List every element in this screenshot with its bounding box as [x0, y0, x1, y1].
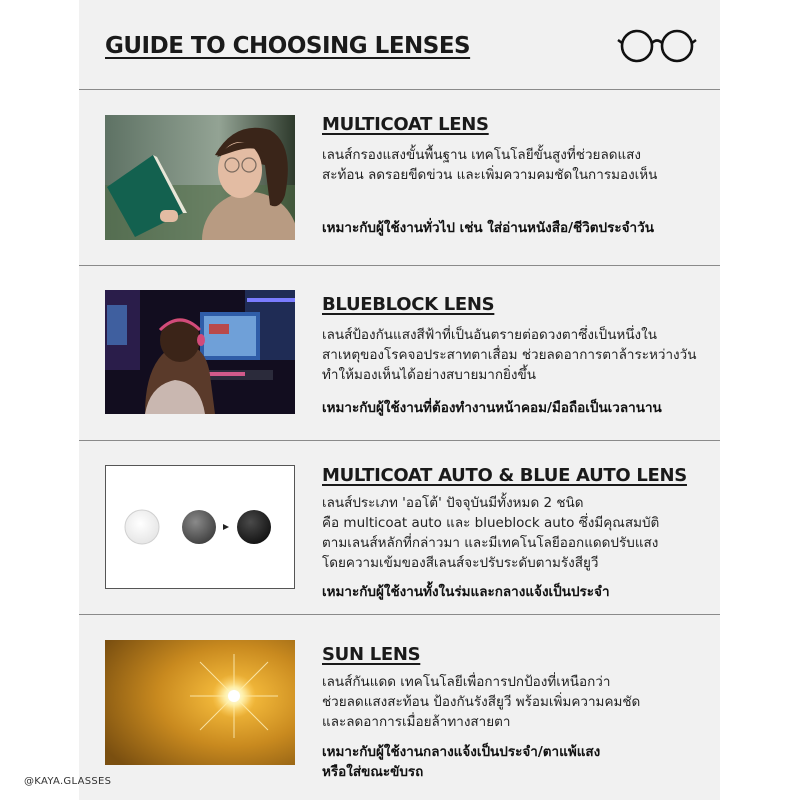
section-description — [322, 325, 707, 385]
description-line: โดยความเข้มของสีเลนส์จะปรับระดับตามรังสียูวี — [322, 555, 599, 571]
section-suitable-for — [322, 582, 712, 602]
suitable-line: เหมาะกับผู้ใช้งานทั่วไป เช่น ใส่อ่านหนังสือ/ชีวิตประจำวัน — [322, 220, 654, 236]
section-suitable-for — [322, 398, 712, 418]
description-line: เลนส์กันแดด เทคโนโลยีเพื่อการปกป้องที่เหนือกว่า — [322, 674, 611, 690]
auto-lens-tint-illustration — [105, 465, 295, 589]
suitable-line: เหมาะกับผู้ใช้งานที่ต้องทำงานหน้าคอม/มือถือเป็นเวลานาน — [322, 400, 662, 416]
section-suitable-for — [322, 218, 712, 238]
page-title: GUIDE TO CHOOSING LENSES — [105, 33, 471, 59]
description-line: คือ multicoat auto และ blueblock auto ซึ่งมีคุณสมบัติ — [322, 515, 660, 531]
section-description — [322, 672, 707, 732]
glasses-icon — [617, 28, 697, 64]
section-title: SUN LENS — [322, 644, 421, 665]
instagram-handle: @KAYA.GLASSES — [24, 776, 112, 787]
woman-reading-book-photo — [105, 115, 295, 240]
section-title: BLUEBLOCK LENS — [322, 294, 495, 315]
description-line: เลนส์ป้องกันแสงสีฟ้าที่เป็นอันตรายต่อดวงตาซึ่งเป็นหนึ่งใน — [322, 327, 657, 343]
gamer-at-computer-photo — [105, 290, 295, 414]
description-line: ช่วยลดแสงสะท้อน ป้องกันรังสียูวี พร้อมเพิ่มความคมชัด — [322, 694, 641, 710]
description-line: ทำให้มองเห็นได้อย่างสบายมากยิ่งขึ้น — [322, 367, 536, 383]
description-line: สาเหตุของโรคจอประสาทตาเสื่อม ช่วยลดอาการตาล้าระหว่างวัน — [322, 347, 697, 363]
divider — [79, 440, 720, 441]
section-title: MULTICOAT LENS — [322, 114, 489, 135]
sun-glare-photo — [105, 640, 295, 765]
section-description — [322, 493, 707, 573]
description-line: และลดอาการเมื่อยล้าทางสายตา — [322, 714, 511, 730]
description-line: เลนส์ประเภท 'ออโต้' ปัจจุบันมีทั้งหมด 2 ชนิด — [322, 495, 584, 511]
divider — [79, 265, 720, 266]
section-description — [322, 145, 707, 185]
description-line: ตามเลนส์หลักที่กล่าวมา และมีเทคโนโลยีออกแดดปรับแสง — [322, 535, 659, 551]
guide-card — [79, 0, 720, 800]
description-line: สะท้อน ลดรอยขีดข่วน และเพิ่มความคมชัดในการมองเห็น — [322, 167, 658, 183]
description-line: เลนส์กรองแสงขั้นพื้นฐาน เทคโนโลยีขั้นสูงที่ช่วยลดแสง — [322, 147, 642, 163]
suitable-line: หรือใส่ขณะขับรถ — [322, 764, 424, 780]
section-title: MULTICOAT AUTO & BLUE AUTO LENS — [322, 465, 687, 486]
suitable-line: เหมาะกับผู้ใช้งานทั้งในร่มและกลางแจ้งเป็นประจำ — [322, 584, 610, 600]
section-suitable-for — [322, 742, 712, 782]
divider — [79, 614, 720, 615]
suitable-line: เหมาะกับผู้ใช้งานกลางแจ้งเป็นประจำ/ตาแพ้แสง — [322, 744, 601, 760]
divider — [79, 89, 720, 90]
